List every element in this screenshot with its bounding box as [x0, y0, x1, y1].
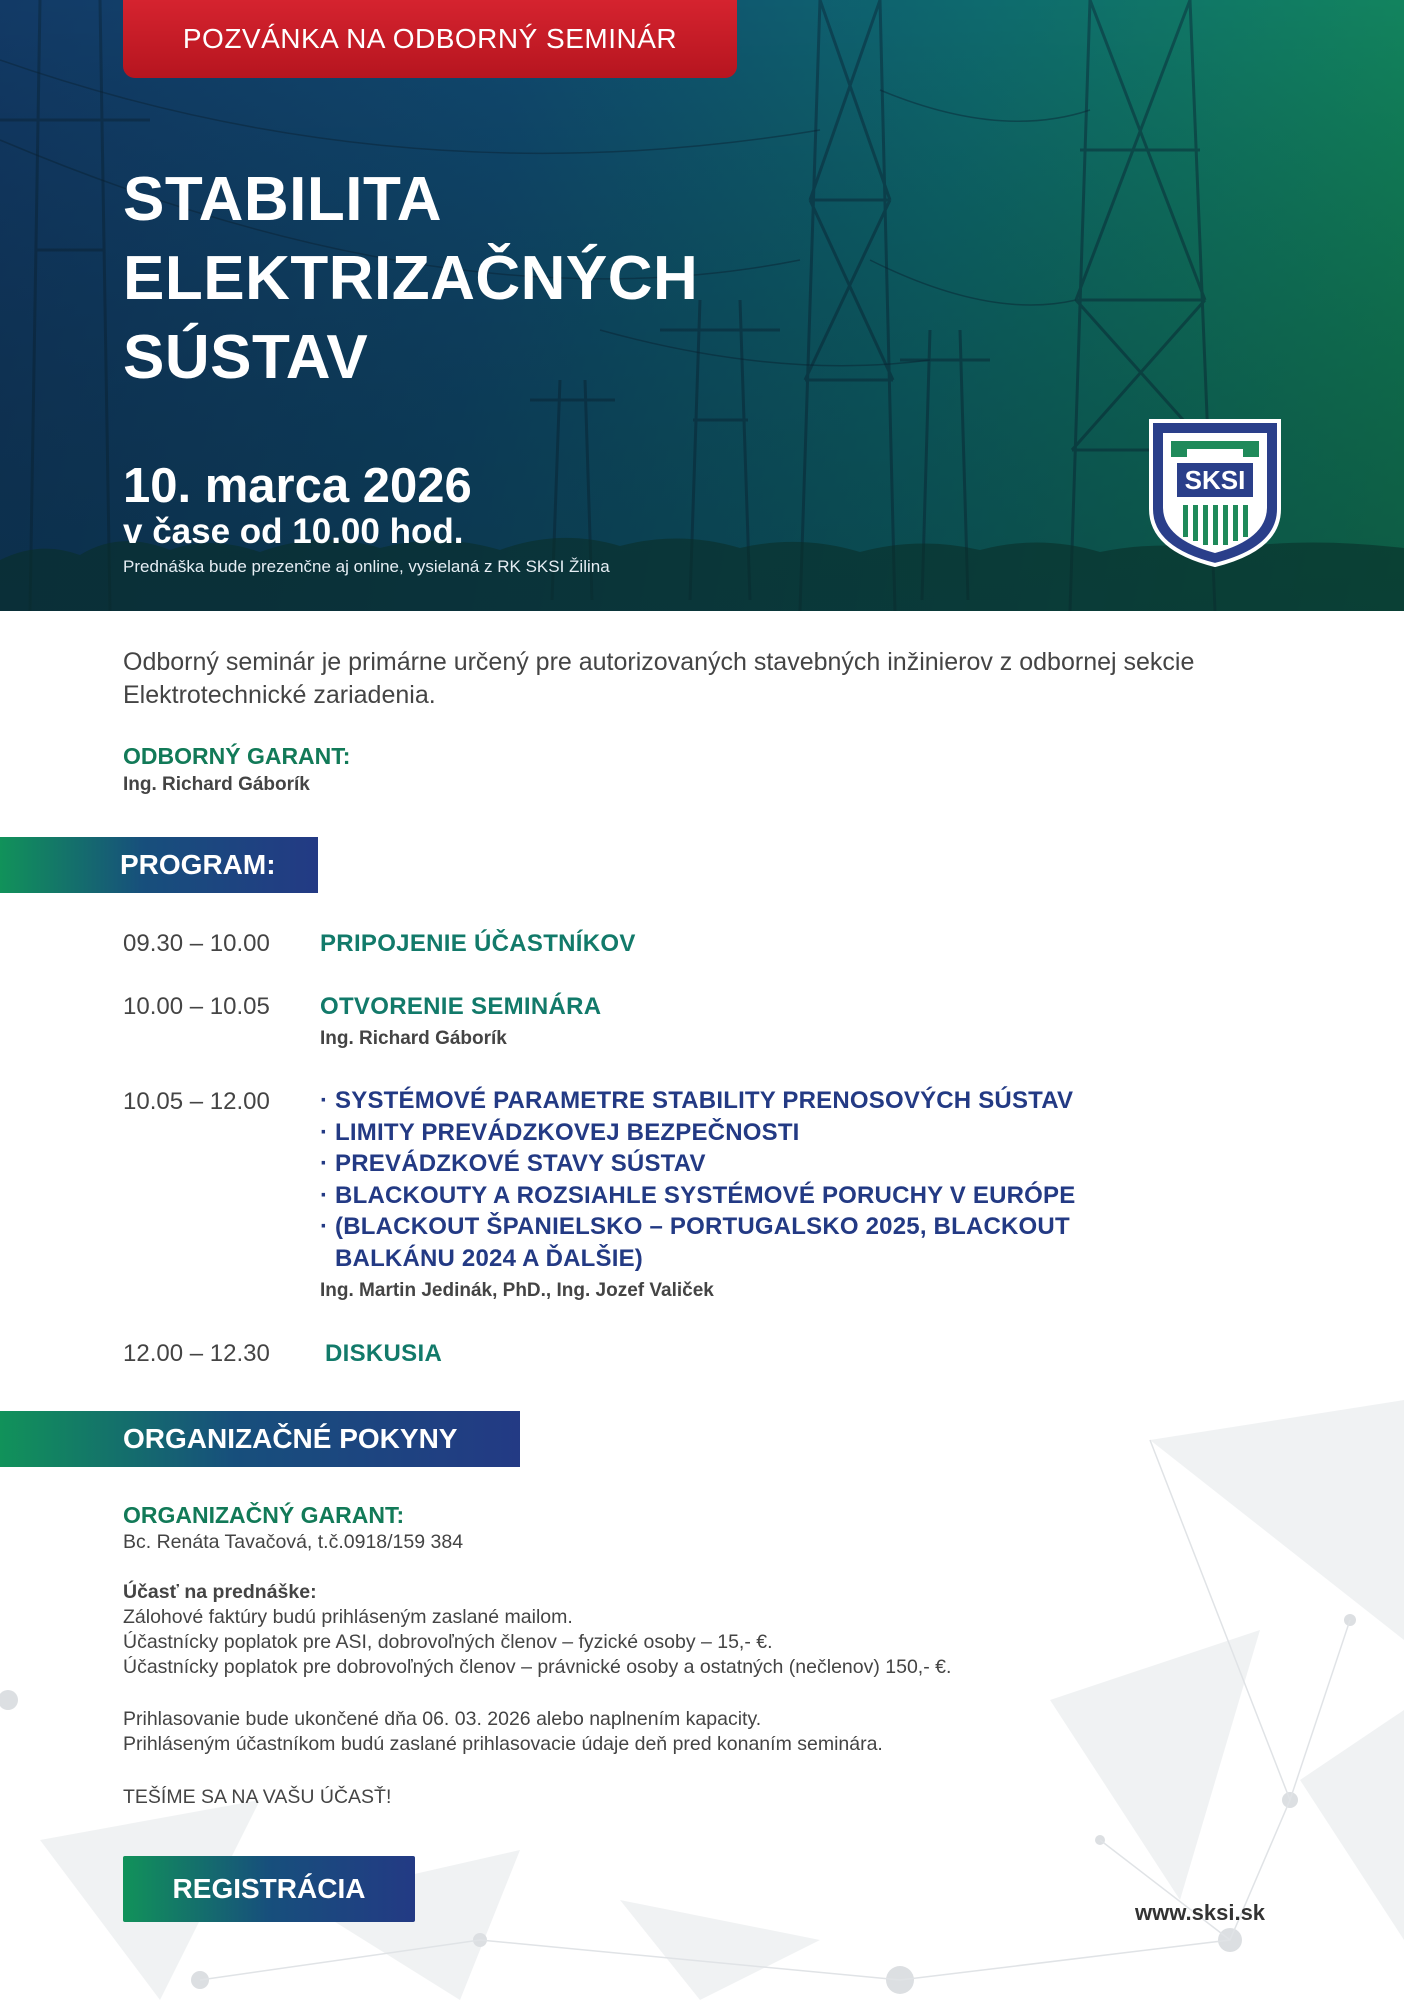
- program-topics: [320, 1085, 1075, 1274]
- expert-guarantor-heading: ODBORNÝ GARANT:: [123, 743, 351, 769]
- org-guarantor-contact: Bc. Renáta Tavačová, t.č.0918/159 384: [123, 1531, 464, 1553]
- program-time: 09.30 – 10.00: [123, 930, 270, 957]
- program-title: DISKUSIA: [325, 1340, 443, 1367]
- program-speaker: Ing. Richard Gáborík: [320, 1028, 507, 1049]
- website-link[interactable]: www.sksi.sk: [1135, 1900, 1266, 1925]
- program-title: PRIPOJENIE ÚČASTNÍKOV: [320, 930, 636, 957]
- program-time: 12.00 – 12.30: [123, 1340, 270, 1367]
- program-heading: PROGRAM:: [0, 837, 318, 893]
- topic-item: · LIMITY PREVÁDZKOVEJ BEZPEČNOSTI: [320, 1118, 800, 1146]
- program-time: 10.05 – 12.00: [123, 1088, 270, 1115]
- expert-guarantor-name: Ing. Richard Gáborík: [123, 774, 310, 795]
- topic-item: · BLACKOUTY A ROZSIAHLE SYSTÉMOVÉ PORUCHY V EURÓPE: [320, 1181, 1076, 1209]
- registration-line: Prihlasovanie bude ukončené dňa 06. 03. 2026 alebo naplnením kapacity.: [123, 1708, 762, 1730]
- topic-item: · (BLACKOUT ŠPANIELSKO – PORTUGALSKO 2025, BLACKOUT: [320, 1213, 1070, 1240]
- title-line: ELEKTRIZAČNÝCH: [123, 244, 699, 313]
- program-title: OTVORENIE SEMINÁRA: [320, 993, 602, 1020]
- topic-item-continuation: [320, 1243, 1075, 1275]
- org-guarantor-heading: ORGANIZAČNÝ GARANT:: [123, 1502, 405, 1528]
- participation-heading: Účasť na prednáške:: [123, 1581, 317, 1603]
- topic-item: · PREVÁDZKOVÉ STAVY SÚSTAV: [320, 1150, 706, 1177]
- seminar-date: 10. marca 2026: [123, 459, 472, 513]
- hero-banner: [0, 0, 1404, 611]
- topic-item: · SYSTÉMOVÉ PARAMETRE STABILITY PRENOSOVÝCH SÚSTAV: [320, 1087, 1074, 1114]
- participation-line: Účastnícky poplatok pre ASI, dobrovoľných členov – fyzické osoby – 15,- €.: [123, 1631, 773, 1653]
- registration-line: Prihláseným účastníkom budú zaslané prihlasovacie údaje deň pred konaním seminára.: [123, 1733, 883, 1755]
- svg-text:SKSI: SKSI: [1184, 465, 1246, 495]
- invite-badge: POZVÁNKA NA ODBORNÝ SEMINÁR: [123, 0, 737, 78]
- registration-button[interactable]: REGISTRÁCIA: [123, 1856, 415, 1922]
- seminar-time: v čase od 10.00 hod.: [123, 512, 464, 551]
- organization-heading: ORGANIZAČNÉ POKYNY: [0, 1411, 520, 1467]
- participation-line: Zálohové faktúry budú prihláseným zaslané mailom.: [123, 1606, 573, 1628]
- program-time: 10.00 – 10.05: [123, 993, 270, 1020]
- closing-text: TEŠÍME SA NA VAŠU ÚČASŤ!: [123, 1786, 392, 1808]
- topic-continuation-text: BALKÁNU 2024 A ĎALŠIE): [335, 1244, 643, 1272]
- intro-text: Odborný seminár je primárne určený pre autorizovaných stavebných inžinierov z odbornej sekcie Elektrotechnické zariadenia.: [123, 648, 1195, 709]
- broadcast-note: Prednáška bude prezenčne aj online, vysielaná z RK SKSI Žilina: [123, 557, 610, 576]
- seminar-title: [123, 160, 698, 397]
- program-speaker: Ing. Martin Jedinák, PhD., Ing. Jozef Valiček: [320, 1280, 714, 1301]
- title-line: SÚSTAV: [123, 323, 369, 392]
- sksi-logo-icon: [1147, 417, 1283, 569]
- participation-line: Účastnícky poplatok pre dobrovoľných členov – právnické osoby a ostatných (nečlenov) 150,- €.: [123, 1656, 952, 1678]
- title-line: STABILITA: [123, 165, 443, 234]
